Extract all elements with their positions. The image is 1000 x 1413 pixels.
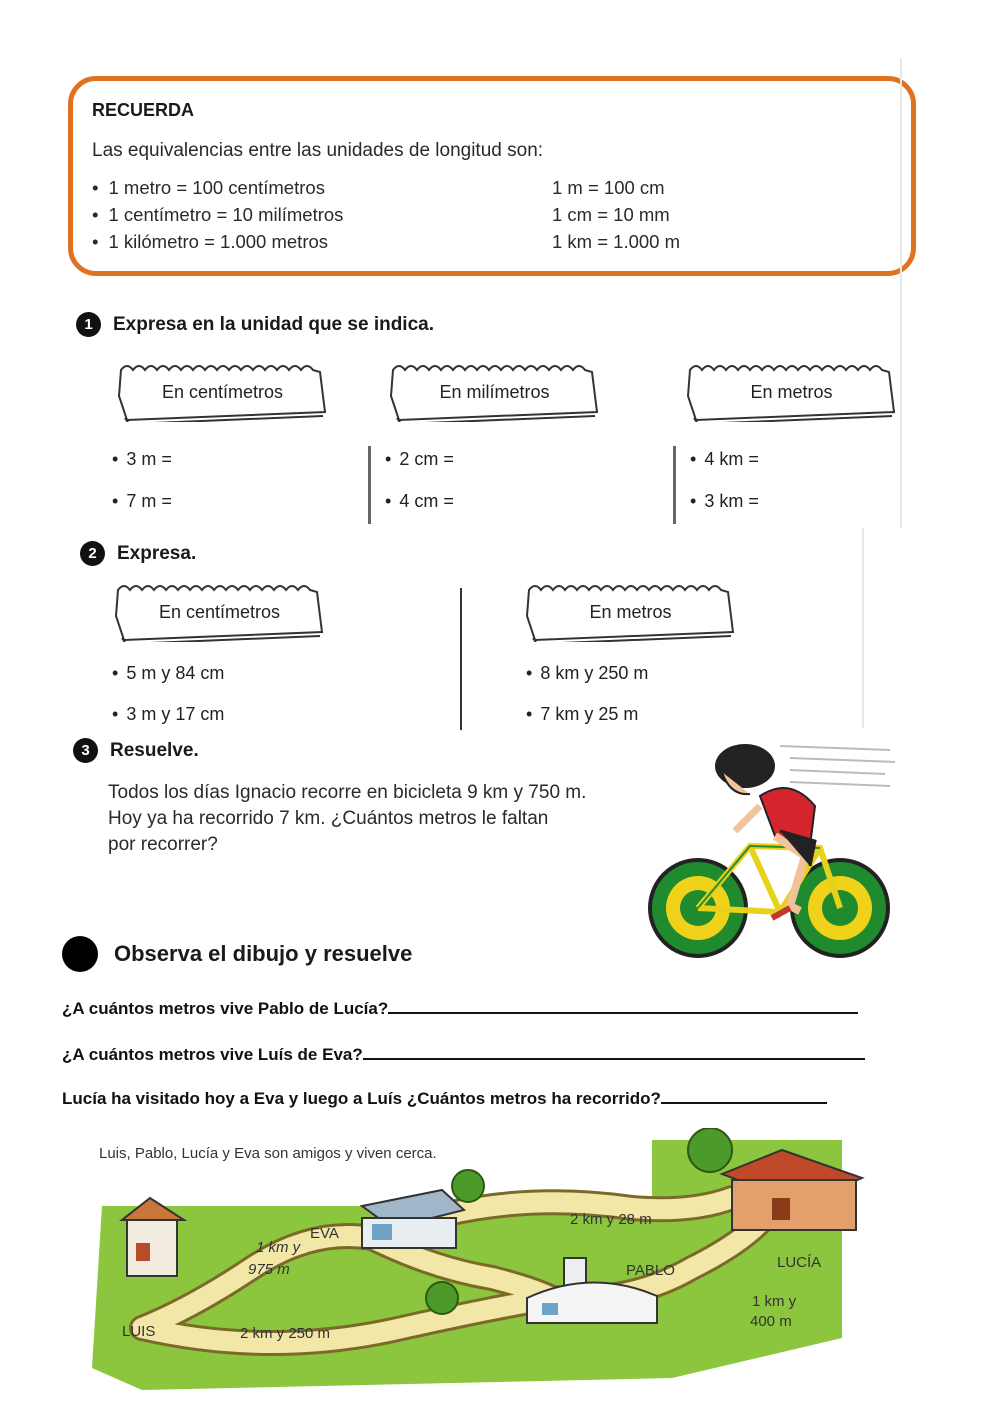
map-label-luis: LUIS [122,1323,156,1340]
column-divider [460,588,462,730]
map-label-lucia: LUCÍA [777,1254,822,1271]
observa-heading [62,936,412,972]
neighborhood-map [72,1128,902,1398]
page-edge-line [862,528,864,728]
question-2: ¿A cuántos metros vive Luís de Eva? [62,1044,865,1065]
exercise-title: Expresa. [117,542,197,564]
list-item: • 3 km = [690,491,759,511]
list-item: • 7 km y 25 m [526,704,639,724]
map-label-eva: EVA [310,1225,339,1242]
list-item: • 8 km y 250 m [526,663,649,683]
banner-label: En milímetros [439,382,550,402]
distance-label: 1 km y [752,1293,797,1310]
bullet-icon [62,936,98,972]
banner-label: En centímetros [161,382,284,402]
question-1: ¿A cuántos metros vive Pablo de Lucía? [62,998,858,1019]
map-label-pablo: PABLO [626,1262,675,1279]
equivalence-text: 1 metro = 100 centímetros [108,177,325,198]
answer-line[interactable] [363,1044,865,1060]
list-item: • 3 m = [112,449,172,469]
banner-metros [684,360,899,422]
exercise-number: 2 [80,541,105,566]
list-item: • 3 m y 17 cm [112,704,225,724]
column-divider [368,446,371,524]
page-edge-line [900,58,902,528]
distance-label: 1 km y [256,1239,301,1256]
answer-line[interactable] [388,998,858,1014]
map-caption: Luis, Pablo, Lucía y Eva son amigos y viven cerca. [99,1145,437,1162]
observa-title: Observa el dibujo y resuelve [114,941,413,966]
list-item: • 4 cm = [385,491,454,511]
exercise-1-heading [76,312,434,337]
question-3: Lucía ha visitado hoy a Eva y luego a Luís ¿Cuántos metros ha recorrido? [62,1088,827,1109]
exercise-title: Resuelve. [110,739,199,761]
equivalence-row: • 1 kilómetro = 1.000 metros 1 km = 1.000 m [92,231,681,252]
distance-label: 2 km y 28 m [570,1211,652,1228]
banner-label: En metros [589,602,672,622]
equivalence-row: • 1 centímetro = 10 milímetros 1 cm = 10 mm [92,204,670,225]
exercise-number: 1 [76,312,101,337]
distance-label: 2 km y 250 m [240,1325,331,1342]
distance-label: 400 m [750,1313,792,1330]
banner-centimetros [115,360,330,422]
equivalence-row: • 1 metro = 100 centímetros 1 m = 100 cm [92,177,665,198]
exercise-title: Expresa en la unidad que se indica. [113,313,434,335]
exercise-3-heading [73,738,199,763]
equivalence-short: 1 m = 100 cm [552,177,665,198]
column-divider [673,446,676,524]
list-item: • 7 m = [112,491,172,511]
answer-line[interactable] [661,1088,827,1104]
exercise-number: 3 [73,738,98,763]
equivalence-short: 1 cm = 10 mm [552,204,670,225]
banner-milimetros [387,360,602,422]
equivalence-text: 1 kilómetro = 1.000 metros [108,231,329,252]
banner-metros [523,580,738,642]
banner-label: En centímetros [158,602,281,622]
equivalence-text: 1 centímetro = 10 milímetros [108,204,344,225]
banner-label: En metros [750,382,833,402]
list-item: • 4 km = [690,449,759,469]
banner-centimetros [112,580,327,642]
list-item: • 5 m y 84 cm [112,663,225,683]
equivalence-short: 1 km = 1.000 m [552,231,681,252]
distance-label: 975 m [248,1261,290,1278]
problem-text: Todos los días Ignacio recorre en bicicleta 9 km y 750 m. Hoy ya ha recorrido 7 km. ¿Cuántos metros le faltan por recorrer? [108,782,587,855]
recuerda-intro: Las equivalencias entre las unidades de longitud son: [92,140,544,161]
exercise-2-heading [80,541,196,566]
cyclist-illustration [640,736,900,968]
eva-house-icon [362,1190,464,1248]
recuerda-title: RECUERDA [92,100,195,120]
list-item: • 2 cm = [385,449,454,469]
